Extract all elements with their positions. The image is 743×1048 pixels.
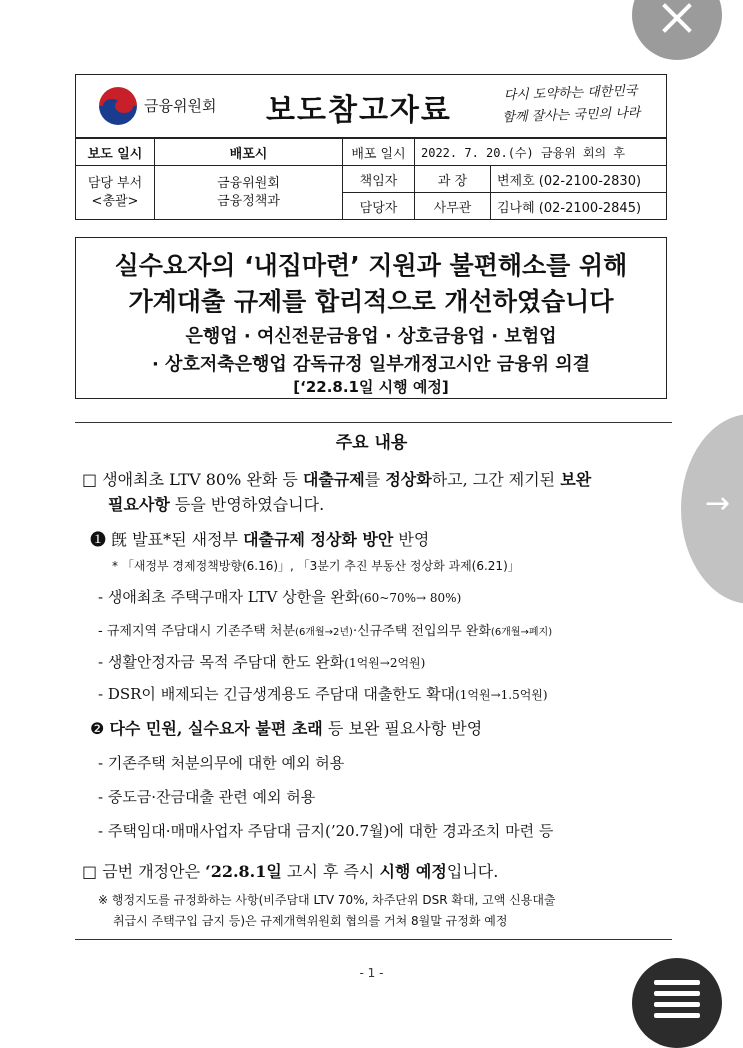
headline-line-2: 가계대출 규제를 합리적으로 개선하였습니다 <box>128 287 614 316</box>
org-name: 금융위원회 <box>144 97 217 115</box>
item-2-3: - 주택임대·매매사업자 주담대 금지(’20.7월)에 대한 경과조치 마련 등 <box>98 822 554 840</box>
divider-bottom <box>75 939 672 940</box>
item-1-1: - 생애최초 주택구매자 LTV 상한을 완화(60~70%→ 80%) <box>98 588 462 606</box>
doc-title: 보도참고자료 <box>266 93 452 128</box>
item-2-2: - 중도금·잔금대출 관련 예외 허용 <box>98 788 316 806</box>
divider-top <box>75 422 672 423</box>
resp-title: 과 장 <box>415 166 491 193</box>
headline-line-1: 실수요자의 ‘내집마련’ 지원과 불편해소를 위해 <box>114 251 628 280</box>
paragraph-2: □ 금번 개정안은 ‘22.8.1일 고시 후 즉시 시행 예정입니다. <box>82 862 499 881</box>
slogan: 다시 도약하는 대한민국 함께 잘사는 국민의 나라 <box>502 83 641 126</box>
subheading-1-note: * 「새정부 경제정책방향(6.16)」, 「3분기 추진 부동산 정상화 과제(6.21)」 <box>112 559 520 573</box>
subheading-1: ❶ 旣 발표*된 새정부 대출규제 정상화 방안 반영 <box>90 530 430 549</box>
close-button[interactable] <box>632 0 722 60</box>
staff-label: 담당자 <box>343 193 415 220</box>
info-table <box>75 138 667 220</box>
headline-line-4: · 상호저축은행업 감독규정 일부개정고시안 금융위 의결 <box>151 354 591 375</box>
menu-button[interactable] <box>632 958 722 1048</box>
headline-box <box>75 237 667 399</box>
item-2-1: - 기존주택 처분의무에 대한 예외 허용 <box>98 754 345 772</box>
section-title: 주요 내용 <box>335 433 408 453</box>
paragraph-1-line-1: □ 생애최초 LTV 80% 완화 등 대출규제를 정상화하고, 그간 제기된 보완 <box>82 470 592 489</box>
arrow-right-icon: → <box>705 486 731 521</box>
distribute-label: 배포 일시 <box>343 139 415 166</box>
government-logo-icon <box>99 87 137 125</box>
headline-line-3: 은행업 · 여신전문금융업 · 상호금융업 · 보험업 <box>185 326 557 347</box>
paragraph-1-line-2: 필요사항 등을 반영하였습니다. <box>108 495 325 514</box>
item-1-4: - DSR이 배제되는 긴급생계용도 주담대 대출한도 확대(1억원→1.5억원) <box>98 685 548 703</box>
staff-title: 사무관 <box>415 193 491 220</box>
dept-value: 금융위원회 금융정책과 <box>155 166 343 220</box>
resp-label: 책임자 <box>343 166 415 193</box>
headline-line-5: [‘22.8.1일 시행 예정] <box>293 378 449 396</box>
staff-name: 김나혜 (02-2100-2845) <box>491 193 667 220</box>
release-value: 배포시 <box>155 139 343 166</box>
footnote-line-1: ※ 행정지도를 규정화하는 사항(비주담대 LTV 70%, 차주단위 DSR 확대, 고액 신용대출 <box>98 893 556 907</box>
distribute-value: 2022. 7. 20.(수) 금융위 회의 후 <box>415 139 667 166</box>
item-1-3: - 생활안정자금 목적 주담대 한도 완화(1억원→2억원) <box>98 653 426 671</box>
subheading-2: ❷ 다수 민원, 실수요자 불편 초래 등 보완 필요사항 반영 <box>90 719 483 738</box>
dept-label: 담당 부서 <총괄> <box>76 166 155 220</box>
footnote-line-2: 취급시 주택구입 금지 등)은 규제개혁위원회 협의를 거쳐 8월말 규정화 예정 <box>113 914 508 928</box>
item-1-2: - 규제지역 주담대시 기존주택 처분(6개월→2년)·신규주택 전입의무 완화(6개월→폐지) <box>98 624 553 639</box>
press-header <box>75 74 667 138</box>
release-label: 보도 일시 <box>76 139 155 166</box>
resp-name: 변제호 (02-2100-2830) <box>491 166 667 193</box>
page-number: - 1 - <box>359 966 384 980</box>
